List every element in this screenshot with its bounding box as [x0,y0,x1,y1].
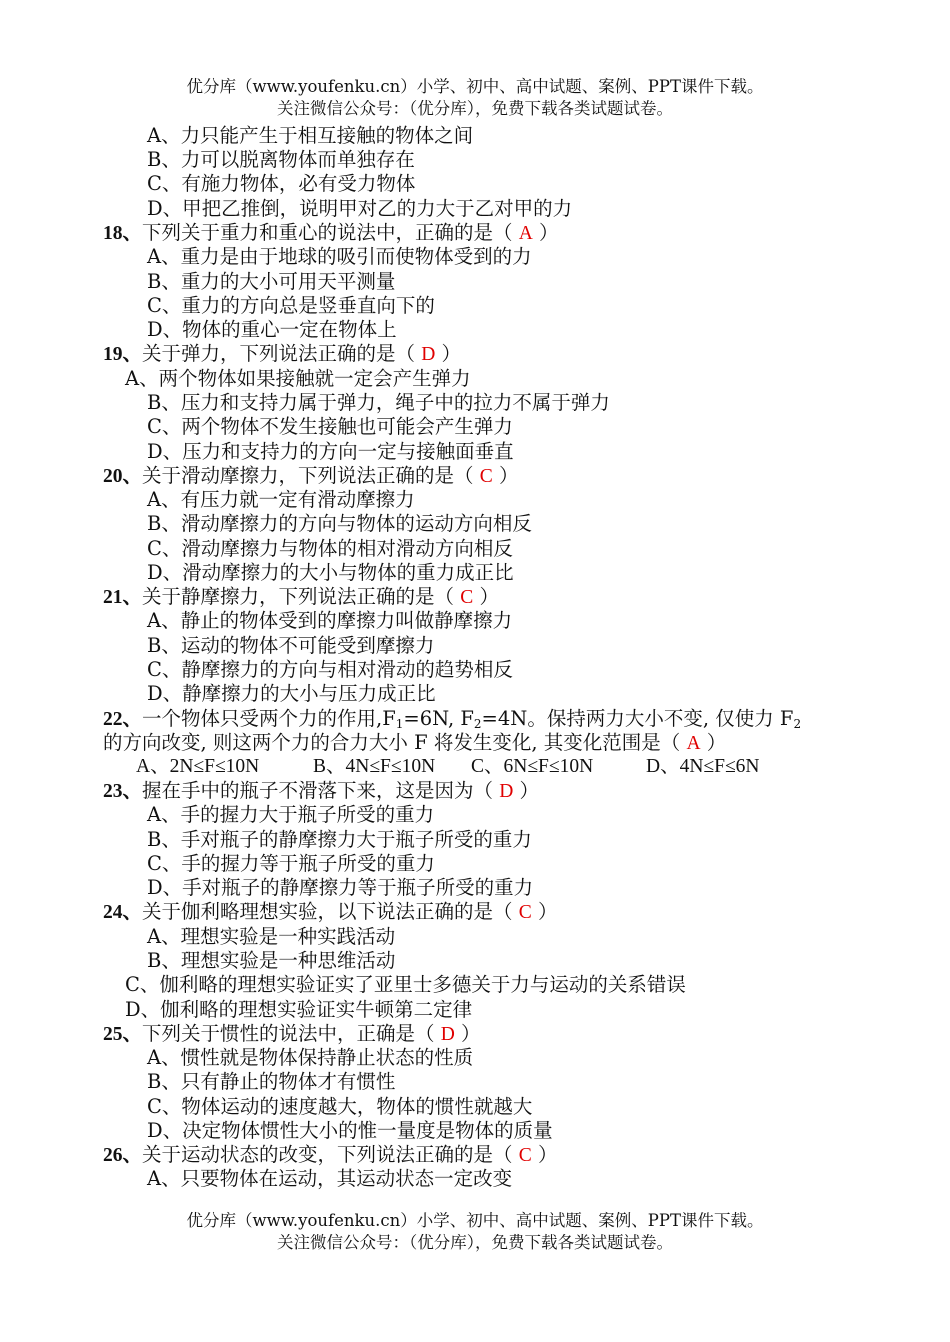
q20-option-b: B、滑动摩擦力的方向与物体的运动方向相反 [147,512,532,535]
subscript-2: 2 [473,717,482,731]
question-stem: 下列关于重力和重心的说法中，正确的是（ [142,221,513,244]
q25-option-d: D、决定物体惯性大小的惟一量度是物体的质量 [147,1119,553,1142]
q18-option-d: D、物体的重心一定在物体上 [147,318,397,341]
q21-option-d: D、静摩擦力的大小与压力成正比 [147,682,436,705]
subscript-1: 1 [395,717,404,731]
q18-option-b: B、重力的大小可用天平测量 [147,270,396,293]
question-22 [103,707,801,732]
question-close-paren: ） [537,1143,558,1166]
q20-option-d: D、滑动摩擦力的大小与物体的重力成正比 [147,561,514,584]
answer-mark: C [518,902,532,923]
q19-option-a: A、两个物体如果接触就一定会产生弹力 [125,367,471,390]
question-close-paren: ） [479,585,499,608]
question-24 [103,900,557,925]
q22-option-b: B、4N≤F≤10N [313,756,436,777]
question-21 [103,585,499,610]
q19-option-b: B、压力和支持力属于弹力，绳子中的拉力不属于弹力 [147,391,610,414]
footer-line-1: 优分库（www.youfenku.cn）小学、初中、高中试题、案例、PPT课件下载。 [186,1211,764,1230]
question-25 [103,1022,481,1047]
question-stem: 关于滑动摩擦力，下列说法正确的是（ [142,464,474,487]
question-number: 20、 [103,466,143,487]
question-stem: 关于静摩擦力，下列说法正确的是（ [142,585,455,608]
subscript-3: 2 [793,717,802,731]
answer-mark: D [440,1024,455,1045]
question-26 [103,1143,557,1168]
question-number: 24、 [103,902,143,923]
answer-mark: A [686,733,701,754]
q20-option-c: C、滑动摩擦力与物体的相对滑动方向相反 [147,537,513,560]
header-line-2: 关注微信公众号：（优分库），免费下载各类试题试卷。 [277,99,673,118]
q17-option-d: D、甲把乙推倒，说明甲对乙的力大于乙对甲的力 [147,197,573,220]
question-number: 25、 [103,1024,143,1045]
q23-option-b: B、手对瓶子的静摩擦力大于瓶子所受的重力 [147,828,532,851]
q26-option-a: A、只要物体在运动，其运动状态一定改变 [147,1167,513,1190]
q21-option-b: B、运动的物体不可能受到摩擦力 [147,634,435,657]
q21-option-c: C、静摩擦力的方向与相对滑动的趋势相反 [147,658,513,681]
question-23 [103,779,539,804]
question-stem-line-2: 的方向改变, 则这两个力的合力大小 F 将发生变化, 其变化范围是（ [103,731,681,754]
q18-option-a: A、重力是由于地球的吸引而使物体受到的力 [147,245,532,268]
answer-mark: D [421,344,436,365]
question-number: 21、 [103,587,143,608]
question-stem-part-2: =6N, F [403,707,474,730]
q20-option-a: A、有压力就一定有滑动摩擦力 [147,488,415,511]
question-stem: 关于伽利略理想实验，以下说法正确的是（ [142,900,513,923]
question-stem-part-3: =4N。保持两力大小不变, 仅使力 F [481,707,794,730]
q24-option-b: B、理想实验是一种思维活动 [147,949,396,972]
question-22-line-2 [103,731,726,756]
question-stem: 握在手中的瓶子不滑落下来，这是因为（ [142,779,494,802]
header-line-1: 优分库（www.youfenku.cn）小学、初中、高中试题、案例、PPT课件下载。 [186,77,764,96]
q19-option-c: C、两个物体不发生接触也可能会产生弹力 [147,415,513,438]
answer-mark: A [518,223,533,244]
q24-option-a: A、理想实验是一种实践活动 [147,925,396,948]
question-stem: 关于弹力，下列说法正确的是（ [142,342,416,365]
page-footer [0,1210,950,1254]
answer-mark: C [479,466,493,487]
q22-option-a: A、2N≤F≤10N [136,756,260,777]
question-close-paren: ） [441,342,462,365]
question-stem-part-1: 一个物体只受两个力的作用,F [142,707,396,730]
q23-option-c: C、手的握力等于瓶子所受的重力 [147,852,435,875]
question-close-paren: ） [706,731,727,754]
q17-option-b: B、力可以脱离物体而单独存在 [147,148,415,171]
q17-option-c: C、有施力物体，必有受力物体 [147,172,416,195]
answer-mark: C [460,587,474,608]
question-close-paren: ） [537,900,558,923]
question-close-paren: ） [461,1022,481,1045]
question-20 [103,464,518,489]
question-close-paren: ） [539,221,559,244]
question-stem: 关于运动状态的改变，下列说法正确的是（ [142,1143,513,1166]
question-number: 26、 [103,1145,143,1166]
question-number: 18、 [103,223,143,244]
q25-option-a: A、惯性就是物体保持静止状态的性质 [147,1046,474,1069]
q23-option-d: D、手对瓶子的静摩擦力等于瓶子所受的重力 [147,876,534,899]
question-19 [103,342,461,367]
q25-option-b: B、只有静止的物体才有惯性 [147,1070,396,1093]
q18-option-c: C、重力的方向总是竖垂直向下的 [147,294,435,317]
answer-mark: C [518,1145,532,1166]
q21-option-a: A、静止的物体受到的摩擦力叫做静摩擦力 [147,609,513,632]
question-number: 23、 [103,781,143,802]
answer-mark: D [499,781,514,802]
question-number: 19、 [103,344,143,365]
q24-option-d: D、伽利略的理想实验证实牛顿第二定律 [125,998,473,1021]
q22-option-d: D、4N≤F≤6N [646,756,760,777]
page-header [0,76,950,120]
question-stem: 下列关于惯性的说法中，正确是（ [142,1022,435,1045]
q25-option-c: C、物体运动的速度越大，物体的惯性就越大 [147,1095,533,1118]
question-close-paren: ） [519,779,540,802]
q22-option-c: C、6N≤F≤10N [471,756,594,777]
question-number: 22、 [103,709,143,730]
q17-option-a: A、力只能产生于相互接触的物体之间 [147,124,474,147]
q24-option-c: C、伽利略的理想实验证实了亚里士多德关于力与运动的关系错误 [125,973,686,996]
question-18 [103,221,559,246]
q19-option-d: D、压力和支持力的方向一定与接触面垂直 [147,440,514,463]
footer-line-2: 关注微信公众号：（优分库），免费下载各类试题试卷。 [277,1233,673,1252]
question-close-paren: ） [498,464,519,487]
q23-option-a: A、手的握力大于瓶子所受的重力 [147,803,435,826]
